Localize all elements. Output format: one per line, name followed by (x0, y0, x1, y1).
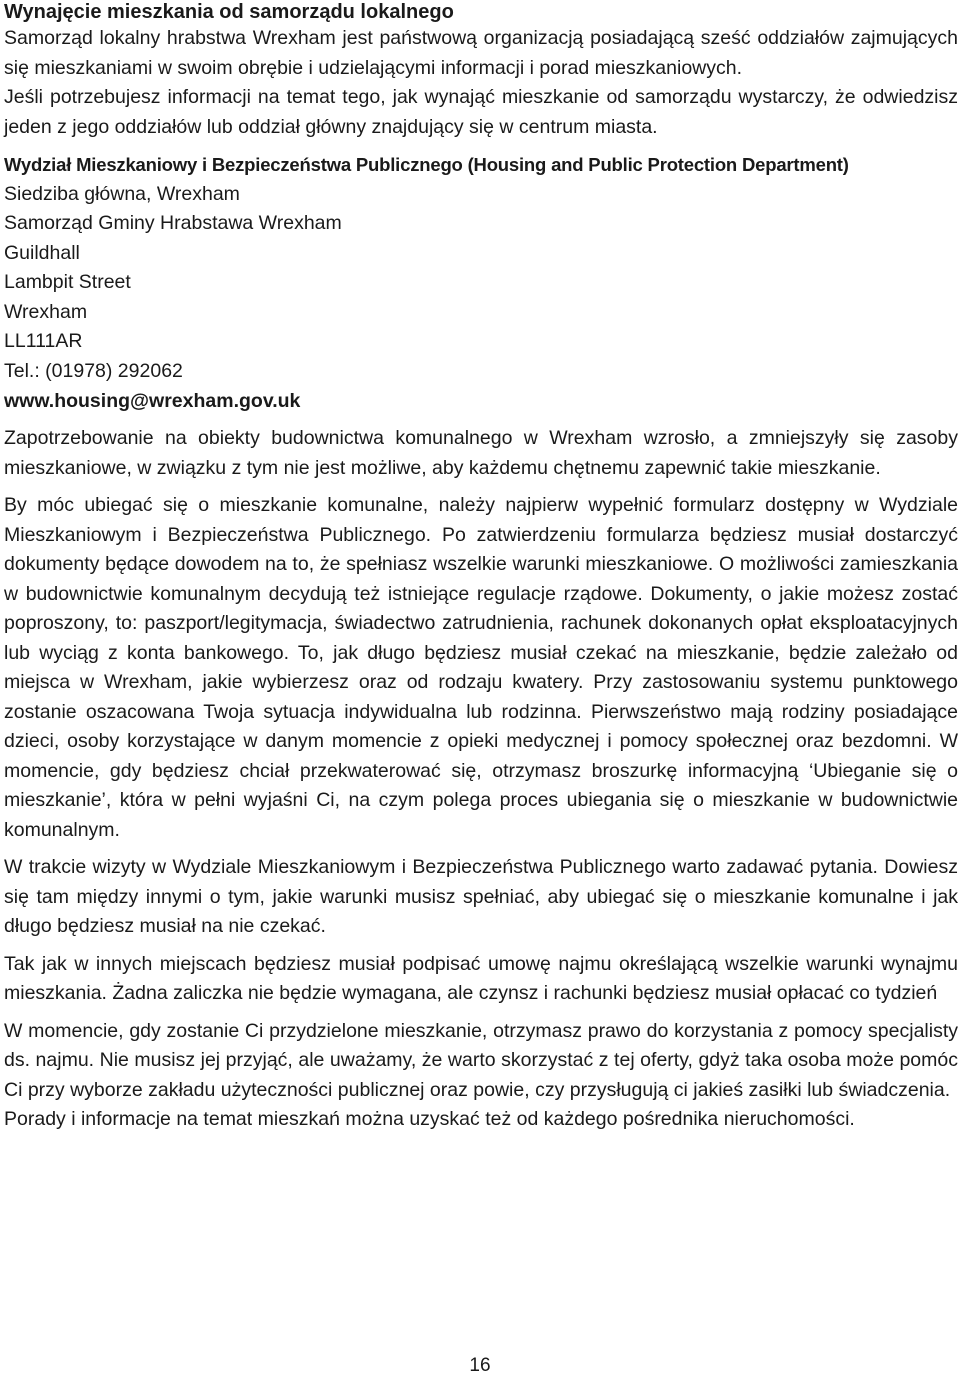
address-phone: Tel.: (01978) 292062 (4, 360, 183, 383)
intro-section (4, 24, 958, 142)
body-paragraph-5: W momencie, gdy zostanie Ci przydzielone mieszkanie, otrzymasz prawo do korzystania z pomocy specjalisty ds. najmu. Nie musisz jej przyjąć, ale uważamy, że warto skorzystać z tej oferty, gdyż taka osoba może pomóc Ci przy wyborze zakładu użyteczności publicznej oraz powie, czy przysługują ci jakieś zasiłki lub świadczenia. (4, 1019, 958, 1101)
address-line: Lambpit Street (4, 271, 131, 294)
address-line: Wrexham (4, 300, 88, 323)
intro-paragraph-2: Jeśli potrzebujesz informacji na temat tego, jak wynająć mieszkanie od samorządu wystarczy, że odwiedzisz jeden z jego oddziałów lub oddział główny znajdujący się w centrum miasta. (4, 86, 958, 138)
document-page (4, 0, 958, 1135)
address-line: Guildhall (4, 241, 80, 264)
intro-paragraph-1: Samorząd lokalny hrabstwa Wrexham jest państwową organizacją posiadającą sześć oddziałów zajmujących się mieszkaniami w swoim obrębie i udzielającymi informacji i porad mieszkaniowych. (4, 27, 958, 79)
body-paragraph-2: By móc ubiegać się o mieszkanie komunalne, należy najpierw wypełnić formularz dostępny w Wydziale Mieszkaniowym i Bezpieczeństwa Publicznego. Po zatwierdzeniu formularza będziesz musiał dostarczyć dokumenty będące dowodem na to, że spełniasz wszelkie warunki mieszkaniowe. O możliwości zamieszkania w budownictwie komunalnym decydują też istniejące regulacje rządowe. Dokumenty, o jakie możesz zostać poproszony, to: paszport/legitymacja, świadectwo zatrudnienia, rachunek dokonanych opłat eksploatacyjnych lub wyciąg z konta bankowego. To, jak długo będziesz musiał czekać na mieszkanie, będzie zależało od miejsca w Wrexham, jakie wybierzesz oraz od rodzaju kwatery. Przy zastosowaniu systemu punktowego zostanie oszacowana Twoja sytuacja indywidualna lub rodzinna. Pierwszeństwo mają rodziny posiadające dzieci, osoby korzystające w danym momencie z opieki medycznej i pomocy społecznej oraz bezdomni. W momencie, gdy będziesz chciał przekwaterować się, otrzymasz broszurkę informacyjną ‘Ubieganie się o mieszkanie’, która w pełni wyjaśni Ci, na czym polega proces ubiegania się o mieszkanie w budownictwie komunalnym. (4, 494, 958, 841)
address-line: Samorząd Gminy Hrabstawa Wrexham (4, 212, 342, 235)
address-line: Siedziba główna, Wrexham (4, 182, 240, 205)
address-block (4, 150, 958, 416)
body-paragraph-4: Tak jak w innych miejscach będziesz musiał podpisać umowę najmu określającą wszelkie warunki wynajmu mieszkania. Żadna zaliczka nie będzie wymagana, ale czynsz i rachunki będziesz musiał opłacać co tydzień (4, 952, 958, 1005)
address-web-link[interactable]: www.housing@wrexham.gov.uk (4, 389, 301, 412)
page-number: 16 (469, 1355, 491, 1376)
body-paragraph-1: Zapotrzebowanie na obiekty budownictwa komunalnego w Wrexham wzrosło, a zmniejszyły się zasoby mieszkaniowe, w związku z tym nie jest możliwe, aby każdemu chętnemu zapewnić takie mieszkanie. (4, 427, 958, 479)
address-heading: Wydział Mieszkaniowy i Bezpieczeństwa Publicznego (Housing and Public Protection Department) (4, 154, 849, 175)
page-title: Wynajęcie mieszkania od samorządu lokalnego (4, 1, 454, 23)
body-paragraph-6: Porady i informacje na temat mieszkań można uzyskać też od każdego pośrednika nieruchomości. (4, 1108, 855, 1131)
address-line: LL111AR (4, 330, 83, 353)
body-paragraph-3: W trakcie wizyty w Wydziale Mieszkaniowym i Bezpieczeństwa Publicznego warto zadawać pytania. Dowiesz się tam między innymi o tym, jakie warunki musisz spełniać, aby ubiegać się o mieszkanie komunalne i jak długo będziesz musiał na nie czekać. (4, 856, 958, 938)
